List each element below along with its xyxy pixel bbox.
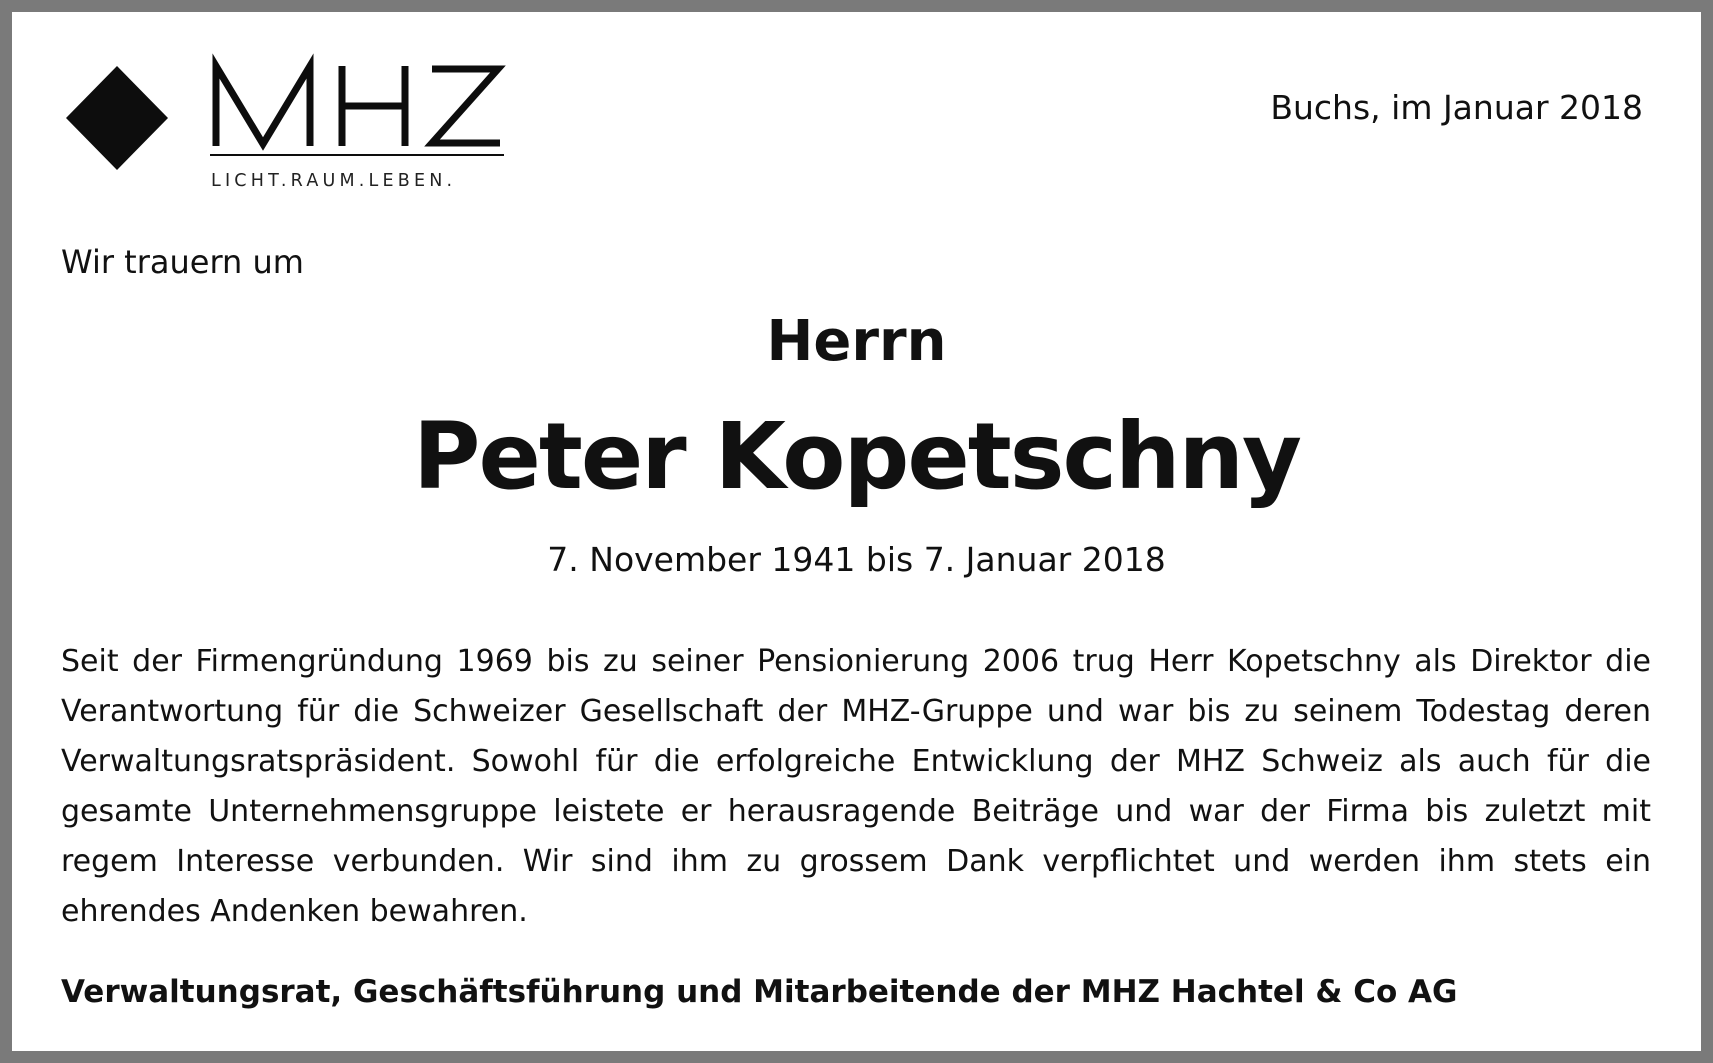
mhz-logo: [60, 52, 520, 202]
mhz-logo-graphic: [60, 52, 520, 202]
diamond-icon: [66, 66, 168, 170]
deceased-name: Peter Kopetschny: [413, 403, 1300, 510]
mhz-wordmark: [216, 66, 500, 146]
salutation: Herrn: [766, 309, 947, 374]
obituary-notice: [12, 12, 1701, 1051]
life-dates: 7. November 1941 bis 7. Januar 2018: [547, 540, 1166, 579]
signature-line: Verwaltungsrat, Geschäftsführung und Mitarbeitende der MHZ Hachtel & Co AG: [61, 974, 1458, 1010]
place-date: Buchs, im Januar 2018: [1270, 88, 1643, 127]
intro-line: Wir trauern um: [61, 243, 304, 281]
tribute-text: Seit der Firmengründung 1969 bis zu seiner Pensionierung 2006 trug Herr Kopetschny als Direktor die Verantwortung für die Schweizer Gesellschaft der MHZ-Gruppe und war bis zu seinem Todestag deren Verwaltungsratspräsident. Sowohl für die erfolgreiche Entwicklung der MHZ Schweiz als auch für die gesamte Unternehmensgruppe leistete er herausragende Beiträge und war der Firma bis zuletzt mit regem Interesse verbunden. Wir sind ihm zu grossem Dank verpflichtet und werden ihm stets ein ehrendes Andenken bewahren.: [61, 644, 1651, 929]
logo-tagline: LICHT.RAUM.LEBEN.: [211, 171, 457, 191]
